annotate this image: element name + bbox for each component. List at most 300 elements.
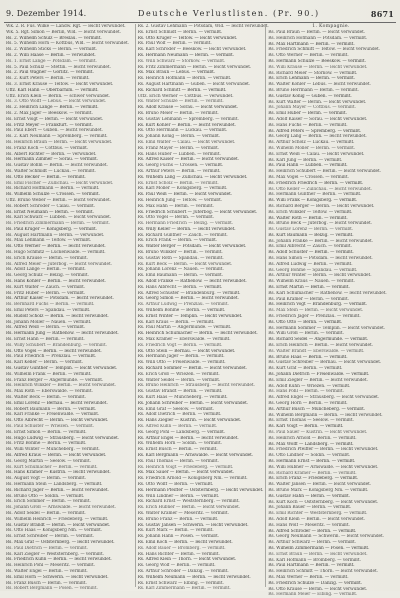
list-item: Rs. Richard Seidel — Angermünde. — vermißt. (268, 337, 369, 343)
list-item: Rs. Otto Keller — Züllichau. — leicht verwundet. (268, 186, 372, 192)
list-item: Rs. Johann Groß — Arnswalde. — leicht verwundet. (6, 505, 116, 511)
list-item: Rs. Hermann Neumann — Berlin. — vermißt. (137, 52, 235, 58)
list-item: Rs. Max Wolff — Landsberg. — vermißt. (268, 441, 354, 447)
list-item: Rs. Max Stein — Berlin. — leicht verwundet. (268, 308, 364, 314)
list-item: Rs. Max Graf — Oststernberg. — leicht verwundet. (6, 539, 115, 545)
list-item: Rs. Hans Wolf — Meseritz. — vermißt. (268, 522, 350, 528)
text-columns (4, 24, 396, 598)
list-item: Rs. 2. Heinrich Lange — Berlin. — vermißt. (6, 105, 99, 111)
list-item: Rs. Willi Hübner — Arnswalde. — leicht verwundet. (268, 464, 379, 470)
list-item: Rs. Adolf Dietrich — Berlin. — vermißt. (137, 412, 222, 418)
list-item: Rs. Heinrich Voigt — Friedeberg. — vermißt. (137, 464, 234, 470)
list-item: Rs. Erich Krause — Berlin. — vermißt. (6, 255, 88, 261)
list-item: Uffz. Karl Hahn — Oberbarnim. — vermißt. (6, 87, 99, 93)
list-item: Rs. Walter Roth — Berlin. — vermißt. (268, 215, 348, 221)
list-item: Rs. Bruno Meier — Berlin. — vermißt. (137, 110, 219, 116)
list-item: Rs. Gustav Hahn — Berlin. — vermißt. (268, 493, 351, 499)
list-item: Rs. Friedrich Vogt — Berlin. — vermißt. (137, 342, 223, 348)
list-item: Rs. Kurt Walter — Berlin. — leicht verwundet. (268, 99, 367, 105)
list-item: Rs. Friedrich Schubert — Jüterbog. — leicht verwundet. (137, 209, 258, 215)
list-item: Rs. Paul Braun — Berlin. — leicht verwundet. (268, 30, 366, 35)
list-item: Rs. Johann Franke — Berlin. — leicht verwundet. (268, 238, 373, 244)
list-item: Rs. Karl Möller — Königsberg. — vermißt. (137, 186, 228, 192)
list-item: Rs. Fritz Böhme — Berlin. — vermißt. (6, 441, 87, 447)
list-item: Rs. Paul Wolf — Berlin. — vermißt. (137, 41, 212, 47)
list-item: Rs. 3. Otto Wolff — Lebus. — leicht verwundet. (6, 99, 107, 105)
list-item: Rs. Kurt Köhler — Berlin. — leicht verwundet. (137, 122, 236, 128)
list-item: Rs. Hans Pohl — Berlin. — vermißt. (268, 389, 344, 395)
list-item: Rs. 2. Wilhelm Sticks — Berlin. — vermißt. (6, 47, 98, 53)
list-item: Rs. August Hartmann — Guben. — leicht verwundet. (137, 81, 251, 87)
list-item: Rs. Wilhelm Bergmann — Berlin. — leicht verwundet. (268, 412, 383, 418)
list-item: Rs. Alfred Engel — Strausberg. — leicht verwundet. (268, 395, 380, 401)
list-item: Rs. Richard Günther — Zauch. — vermißt. (137, 232, 228, 238)
list-item: Rs. Heinrich Braun — Berlin. — leicht verwundet. (6, 139, 113, 145)
list-item: Rs. Friedrich Zimmermann — Berlin. — vermißt. (6, 221, 110, 227)
list-item: Rs. Johann Lorenz — Nauen. — vermißt. (137, 267, 224, 273)
list-item: Rs. Gustav Brandt — Berlin. — vermißt. (137, 389, 223, 395)
list-item: Rs. Kurt Baumann — Belzig. — vermißt. (268, 232, 354, 238)
list-item: Rs. Franz Mayer — Berlin. — vermißt. (137, 145, 220, 151)
list-item: Rs. Hans Köhler — Berlin. — leicht verwundet. (6, 279, 106, 285)
list-item: Rs. Karl Schwarz — Lübben. — leicht verwundet. (6, 215, 112, 221)
header-rule (4, 22, 396, 23)
list-item: Rs. 2. Paul Wagner — Görlitz. — vermißt. (6, 70, 94, 76)
list-item: Rs. Max Roth — Eberswalde. — vermißt. (6, 389, 93, 395)
list-item: Rs. Paul Krämer — Berlin. — vermißt. (268, 296, 349, 302)
list-item: Rs. Wilhelm Möller — Berlin. — vermißt. (268, 145, 356, 151)
list-item: Rs. Wilhelm Böhme — Berlin. — vermißt. (137, 308, 226, 314)
list-item: Rs. Willi Winter — Müncheberg. — vermißt. (6, 447, 100, 453)
list-item: Rs. Gustav König — Guben. — vermißt. (268, 93, 352, 99)
list-item: Rs. Alfred Ludwig — Berlin. — vermißt. (268, 261, 353, 267)
list-item: Rs. Willy Schubert — Brandenburg. — vermißt. (6, 342, 107, 348)
list-item: Rs. Heinrich Vogt — Brandenburg. — vermißt. (268, 302, 368, 308)
list-item: Rs. Ernst Scholz — Berlin. — vermißt. (137, 180, 219, 186)
column-2 (135, 24, 269, 592)
list-item: Rs. Paul Martin — Angermünde. — vermißt. (137, 325, 232, 331)
list-item: Rs. Hermann Jäger — Berlin. — vermißt. (137, 354, 225, 360)
list-item: Rs. Johann Bauer — Berlin. — vermißt. (268, 505, 352, 511)
list-item: Rs. Emil Huber — Berlin. — vermißt. (268, 111, 347, 117)
list-item: Rs. Hans Simon — Potsdam. — leicht verwundet. (268, 256, 373, 262)
list-item: Rs. Paul Friedrich — Prenzlau. — vermißt. (6, 354, 97, 360)
list-item: Uffz. Erich Werner — Cottbus. — verwundet. (137, 93, 234, 99)
list-item: Rs. Johann Mayer — Cottbus. — vermißt. (268, 105, 356, 111)
list-item: Rs. Ernst Martin — Berlin. — vermißt. (268, 285, 350, 291)
list-item: Rs. Otto Stein — Bernau. — leicht verwundet. (137, 348, 236, 354)
list-item: Rs. Georg Horn — Berlin. — vermißt. (268, 401, 348, 406)
list-item: Rs. Hugo Ludwig — Strausberg. — leicht verwundet. (6, 435, 120, 441)
list-item: Rs. Ernst Weiß — Calau. — leicht verwundet. (268, 151, 365, 157)
list-item: Rs. Erich Winkler — Teltow. — vermißt. (268, 209, 353, 215)
list-item: Rs. Richard Schmitt — Berlin. — vermißt. (137, 87, 227, 93)
list-item: Rs. Max Sauer — Berlin. — leicht verwundet. (137, 470, 235, 476)
list-item: Rs. Erich Hübner — Berlin. — leicht verwundet. (137, 505, 241, 511)
list-item: Rs. Karl Keller — Berlin. — vermißt. (6, 360, 84, 366)
list-item: Rs. Alfred Kuhn — Berlin. — vermißt. (137, 423, 218, 429)
list-item: Rs. Heinrich Hofmann — Potsdam. — vermißt. (268, 35, 368, 41)
list-item: Rs. Erich Groß — Wriezen. — vermißt. (137, 371, 220, 377)
list-item: Rs. Alfred Peters — Spremberg. — vermißt. (268, 128, 362, 134)
list-item: Rs. Willi Krause — Berlin. — leicht verwundet. (268, 64, 368, 70)
list-item: Rs. 3. Ernst Krause — Teltow. — leicht verwundet. (6, 81, 114, 87)
list-item: Rs. Kurt Beck — Berlin. — leicht verwundet. (137, 261, 233, 267)
list-item: Rs. Erich Lehmann — Berlin. — vermißt. (268, 76, 356, 82)
list-item: Rs. Karl Zimmermann — Berlin. — vermißt. (137, 586, 231, 592)
list-item: Rs. Kurt Marx — Berlin. — vermißt. (137, 528, 214, 534)
list-item: Rs. Otto Haas — Königsberg Nm. — vermißt. (6, 528, 103, 534)
column-3-heading: 1. Kompagnie. (312, 24, 350, 29)
list-item: Rs. 2. Willi Haase — Berlin. — verwundet. (6, 52, 96, 58)
list-item: Rs. Johann Dietrich — Freienwalde. — vermißt. (268, 372, 370, 378)
list-item: Rs. Karl Jung — Berlin. — vermißt. (268, 157, 343, 163)
list-item: Rs. Bruno Winkler — Berlin. — vermißt. (137, 250, 223, 256)
list-item: Rs. Alfred Kraus — Berlin. — leicht verwundet. (6, 452, 107, 458)
list-item: Rs. Karl Franke — Freienwalde. — vermißt. (6, 412, 100, 418)
list-item: Rs. Rudolf Scholz — Berlin. — leicht verwundet. (6, 313, 109, 319)
list-item: Rs. Gustav Brandt — Berlin. — leicht verwundet. (6, 522, 111, 528)
list-item: Rs. Karl Voigt — Berlin. — vermißt. (268, 424, 344, 430)
list-item: Rs. Gustav Jansen — Schwerin. — leicht verwundet. (137, 522, 249, 528)
list-item: Rs. Otto Vogel — Berlin. — leicht verwundet. (6, 348, 102, 354)
list-item: Rs. Ernst Hahn — Berlin. — vermißt. (6, 337, 85, 343)
column-1-lines (6, 24, 133, 592)
list-item: Rs. Bernhard Fuchs — Berlin. — vermißt. (6, 302, 95, 308)
list-item: Rs. Kurt Koch — Oststernberg. — leicht verwundet. (268, 499, 379, 505)
page-header (6, 6, 394, 22)
list-item: Rs. Emil Fischer — Züllichau. — leicht verwundet. (6, 180, 114, 186)
list-item: Rs. 2. Wilhelm Schulz — Breslau. — vermißt. (6, 35, 102, 41)
list-item: Rs. Otto Werner — Berlin. — leicht verwundet. (6, 244, 106, 250)
list-item: Rs. Gustav Roth — Spandau. — vermißt. (137, 255, 224, 261)
list-item: Rs. Arthur Scholz — Luckau. — vermißt. (268, 140, 355, 146)
list-item: Rs. Ernst Neumann — Berlin. — vermißt. (6, 209, 94, 215)
list-item: Rs. Wilhelm Lang — Züllichau. — leicht verwundet. (137, 174, 248, 180)
list-item: Rs. Adolf Klein — Berlin. — leicht verwundet. (268, 516, 366, 522)
list-item: Rs. Emil Richter — Weststernberg. — vermißt. (268, 511, 368, 517)
list-item: Rs. Gustav Lorenz — Berlin. — vermißt. (268, 227, 354, 233)
list-item: Rs. Hans Fuchs — Berlin. — vermißt. (268, 122, 348, 128)
list-item: Rs. Walter Jansen — Berlin. — leicht verwundet. (268, 482, 372, 488)
list-item: Rs. Bruno Haas — Berlin. — vermißt. (268, 354, 348, 360)
list-item: Rs. Kurt Schumacher — Berlin. — vermißt. (6, 464, 98, 470)
list-item: Rs. Kurt Walter — Zauch. — vermißt. (6, 284, 86, 290)
list-item: Rs. Heinrich Hofmann — Berlin. — vermißt. (137, 76, 232, 82)
list-item: Rs. Karl Bergmann — Arnswalde. — leicht verwundet. (137, 452, 254, 458)
list-item: Rs. Otto Vogel — Berlin. — vermißt. (137, 215, 215, 221)
list-item: Rs. Georg Martin — Seelow. — vermißt. (6, 458, 91, 464)
list-item: Rs. Hans Richter — Berlin. — vermißt. (137, 551, 220, 557)
list-item: Rs. Emil Albrecht — Zauch. — vermißt. (268, 244, 352, 250)
list-item: Rs. Adolf Lange — Berlin. — vermißt. (6, 267, 86, 273)
list-item: Rs. 5. Paul Schulz — Stettin. — leicht verwundet. (6, 64, 111, 70)
list-item: Rs. Karl Schröder — Beeskow. — leicht verwundet. (137, 47, 247, 53)
list-item: Rs. Adolf Franke — Rathenow. — leicht verwundet. (137, 279, 247, 285)
list-item: Rs. Georg Schulz — Belzig. — vermißt. (6, 273, 89, 279)
header-date: 9. Dezember 1914. (6, 9, 87, 18)
list-item: Rs. Robert Schröder — Calau. — vermißt. (6, 203, 96, 209)
list-item: Rs. Fritz Huber — Berlin. — vermißt. (6, 290, 86, 296)
list-item: Rs. Adolf Bauer — Bromberg. — vermißt. (137, 545, 226, 551)
list-item: Rs. Ernst Schreiber — Berlin. — vermißt. (6, 534, 94, 540)
list-item: Rs. Alfred Schuster — Brandenburg. — vermißt. (137, 290, 241, 296)
list-item: Rs. Heinrich Winkler — Berlin. — leicht verwundet. (6, 383, 117, 389)
list-item: Rs. Paul Thomas — Berlin. — vermißt. (137, 458, 219, 464)
list-item: Rs. Max Lehmann — Teltow. — vermißt. (6, 238, 92, 244)
list-item: Rs. Heinrich Jung — Teltow. — vermißt. (137, 197, 223, 203)
list-item: Rs. Johann König — Berlin. — vermißt. (137, 134, 221, 140)
list-item: Rs. Willi Schwarz — Storkow. — vermißt. (137, 58, 226, 64)
list-item: Rs. Willy Keller — Berlin. — leicht verwundet. (137, 226, 236, 232)
list-item: Rs. Wilhelm Kraus — Nauen. — vermißt. (268, 279, 355, 285)
list-item: Rs. Willi Lindner — Berlin. — vermißt. (137, 493, 220, 499)
list-item: Rs. Albert Richter — Berlin. — verwundet. (6, 151, 97, 157)
list-item: Rs. Hermann Friedrich — Belzig. — vermißt. (137, 221, 234, 227)
list-item: Rs. Hermann Meier — Elbing. — vermißt. (268, 592, 358, 598)
list-item: Rs. Ernst Schmidt — Berlin. — vermißt. (137, 29, 223, 35)
list-item: Rs. Johann Hahn — Posen. — vermißt. (137, 534, 220, 540)
list-item: Rs. Ernst Simon — Berlin. — vermißt. (6, 429, 87, 435)
list-item: Rs. Heinrich Arnold — Berlin. — vermißt. (268, 435, 357, 441)
list-item: Rs. Willi Groß — Berlin. — vermißt. (268, 331, 344, 337)
list-item: Rs. Paul Schuster — Wriezen. — vermißt. (6, 423, 95, 429)
list-item: Rs. Walter Seidel — Berlin. — vermißt. (137, 377, 221, 383)
list-item: Rs. Otto Albrecht — Berlin. — leicht verwundet. (6, 418, 109, 424)
list-item: Rs. Wilhelm Horn — Soldin. — vermißt. (137, 441, 222, 447)
list-item: Rs. Emil Ziegler — Berlin. — leicht verwundet. (268, 377, 368, 383)
list-item: Rs. Wilhelm Neumann — Berlin. — leicht verwundet. (137, 574, 251, 580)
list-item: Rs. 2. Gustav Lehmann — Potsdam, Wld. — leicht verwundet. (137, 24, 269, 29)
list-item: Rs. Adolf Seidel — Berlin. — vermißt. (6, 510, 86, 516)
list-item: Rs. Richard Ernst — Weststernberg. — vermißt. (137, 499, 240, 505)
list-item: Rs. Hermann Sommer — Templin. — leicht verwundet. (268, 325, 386, 331)
list-item: Rs. Arthur Schwarz — Berlin. — vermißt. (268, 540, 357, 546)
list-item: Rs. Fritz Zimmermann — Berlin. — leicht verwundet. (137, 64, 252, 70)
list-item: Rs. Erich Sommer — Berlin. — vermißt. (6, 499, 91, 505)
list-item: Rs. Hermann Ernst — Berlin. — vermißt. (268, 458, 356, 464)
list-item: Rs. Adolf Kaiser — Sorau. — leicht verwundet. (268, 116, 368, 122)
list-item: Rs. Karl Ziegler — Weststernberg. — vermißt. (6, 551, 104, 557)
list-item: Rs. Gustav Schreiber — Bernau. — leicht verwundet. (268, 360, 382, 366)
list-item: Rs. Ernst Voigt — Berlin. — leicht verwundet. (6, 116, 104, 122)
column-3 (265, 24, 396, 598)
list-item: Rs. Richard Sommer — Berlin. — leicht verwundet. (137, 366, 248, 372)
list-item: Rs. Kurt Haas — Müncheberg. — vermißt. (137, 395, 228, 400)
list-item: Rs. Arthur Peters — Berlin. — vermißt. (137, 168, 221, 174)
list-item: Rs. Walter Berger — Potsdam. — leicht verwundet. (137, 244, 247, 250)
list-item: Rs. Hans Albrecht — Berlin. — vermißt. (137, 284, 223, 290)
list-item: Rs. Richard Meier — Storkow. — vermißt. (268, 70, 358, 76)
list-item: Rs. Max Braun — Lebus. — vermißt. (137, 70, 216, 76)
list-item: Rs. Max Werner — Berlin. — vermißt. (268, 574, 349, 580)
list-item: Rs. Arthur Ludwig — Prenzlau. — vermißt. (137, 302, 229, 308)
list-item: Rs. Friedrich Schmitt — Teltow. — leicht verwundet. (268, 47, 381, 53)
list-item: Rs. Max Hahn — Berlin. — vermißt. (137, 203, 214, 209)
list-item: Rs. Otto Werner — Berlin. — vermißt. (268, 53, 349, 59)
list-item: Rs. Friedrich Friedrich — Berlin. — vermißt. (268, 180, 364, 186)
list-item: Rs. Walter Schulze — Berlin. — vermißt. (137, 99, 224, 105)
list-item: Rs. Paul Krüger — Königsberg. — vermißt. (6, 226, 98, 232)
list-item: Rs. Arthur Engel — Berlin. — leicht verwundet. (137, 435, 239, 441)
list-item: Rs. Georg Fuchs — Crossen. — vermißt. (137, 163, 224, 169)
list-item: Rs. Erich Heinrich — Berlin. — leicht verwundet. (268, 343, 373, 349)
list-item: Rs. Alfred Schröder — Berlin. — vermißt. (268, 528, 357, 534)
list-item: Rs. Friedrich Arnold — Königsberg Nm. — vermißt. (137, 476, 248, 482)
list-item: Rs. Karl Hofmann — Bromberg. — vermißt. (268, 557, 361, 563)
list-item: Rs. Ernst Winter — Templin. — leicht verwundet. (137, 313, 243, 319)
list-item: Rs. August Hartmann — Berlin. — verwundet. (6, 232, 105, 238)
list-item: Rs. Paul Weiß — Berlin. — leicht verwundet. (137, 192, 233, 198)
list-item: Rs. Otto Lindner — Soldin. — vermißt. (268, 453, 351, 459)
list-item: Rs. Friedrich Pfeiffer — Berlin. — leicht verwundet. (268, 447, 379, 453)
list-item: Rs. Hans Huber — Lübben. — vermißt. (137, 151, 221, 157)
list-item: Rs. Wilhelm Schulze — Crossen. — vermißt. (6, 192, 100, 198)
list-item: Rs. Bruno Heinrich — Strausberg. — leicht verwundet. (137, 383, 255, 389)
list-item: Rs. Alfred Klein — Thorn. — leicht verwundet. (137, 557, 237, 563)
list-item: Rs. Fritz Meyer — Frankfurt. — vermißt. (6, 122, 93, 128)
list-item: Uffz. Erich Klein — Berlin. — schwer verwundet. (6, 93, 111, 99)
list-item: Rs. Hermann Zimmer — Sorau. — vermißt. (6, 157, 99, 163)
list-item: Rs. Hugo Schmitz — Luckenwalde. — vermißt. (6, 250, 106, 256)
list-item: Rs. Karl Schumacher — Rathenow. — leicht verwundet. (268, 290, 387, 296)
list-item: Rs. Willi Frank — Königsberg. — vermißt. (268, 198, 358, 204)
list-item: Rs. Georg Böhme — Spandau. — vermißt. (268, 267, 358, 273)
column-1 (4, 24, 135, 592)
list-item: Rs. Bruno Marx — Königsberg Nm. — vermißt. (268, 487, 369, 493)
column-2-lines (137, 24, 269, 592)
list-item: Rs. Georg Wolf — Berlin. — vermißt. (137, 563, 216, 569)
list-item: Rs. Otto Krause — Berlin. — leicht verwundet. (268, 586, 368, 592)
list-item: Rs. 5. Wilhelm Horn — Kottbus, Wld. — leicht verwundet. (6, 41, 129, 47)
list-item: Rs. Georg Pohl — Landsberg. — vermißt. (137, 429, 226, 435)
list-item: Rs. Paul Ebert — Guben. — leicht verwundet. (6, 128, 103, 134)
list-item: Rs. Walter Schmidt — Luckau. — vermißt. (6, 168, 96, 174)
list-item: Rs. Wilhelm Zimmermann — Posen. — vermißt. (268, 545, 370, 551)
list-item: Rs. 1. Ernst Lange — Potsdam. — vermißt. (6, 58, 97, 64)
list-item: Rs. Heinrich Schumacher — Berlin. — leicht verwundet. (137, 331, 258, 337)
list-item: Rs. Gustav Günther — Templin. — leicht verwundet. (6, 366, 118, 372)
list-item: Rs. Alfred Weiß — Berlin. — vermißt. (6, 325, 86, 331)
header-page-number: 8671 (370, 9, 394, 19)
list-item: Rs. Georg Lang — Berlin. — leicht verwundet. (268, 134, 367, 140)
list-item: Rs. Franz Koch — Cottbus. — vermißt. (6, 145, 89, 151)
list-item: Rs. Richard Jäger — Berlin. — leicht verwundet. (6, 487, 109, 493)
list-item: Rs. Emil Walter — Calau. — leicht verwundet. (137, 139, 236, 145)
list-item: Rs. Otto Herrmann — Luckau. — vermißt. (137, 128, 228, 134)
list-item: Rs. Emil Horn — Schwerin. — leicht verwundet. (6, 574, 109, 580)
list-item: Rs. Max Vogel — Crossen. — vermißt. (268, 174, 349, 180)
list-item: Rs. Adolf Schuster — Berlin. — vermißt. (268, 250, 354, 256)
list-item: Rs. Paul Hartmann — Berlin. — vermißt. (268, 563, 355, 569)
list-item: Rs. Max Krämer — Eberswalde. — vermißt. (137, 337, 231, 343)
list-item: Rs. Kurt Graf — Berlin. — vermißt. (268, 366, 343, 372)
list-item: Rs. Wilhelm Heinrich — Friedeberg. — vermißt. (6, 516, 109, 522)
list-item: Rs. Hans Krämer — Küstrin. — leicht verwundet. (6, 470, 111, 476)
list-item: Rs. Otto Krüger — Teltow. — leicht verwundet. (137, 35, 238, 41)
column-3-lines (268, 30, 394, 598)
list-item: Rs. Otto Wolff — Berlin. — vermißt. (137, 481, 214, 487)
list-item: Wk. 5. Rgt. Simon — Berlin, Wld. — leicht verwundet. (6, 29, 121, 35)
list-item: Rs. Emil Koch — Berlin. — leicht verwundet. (137, 539, 233, 545)
list-item: Rs. Georg Neumann — Schwerin. — leicht verwundet. (268, 534, 385, 540)
list-item: Rs. Erich Frank — Berlin. — vermißt. (137, 238, 218, 244)
list-item: Rs. Georg Simon — Berlin. — leicht verwundet. (137, 296, 239, 302)
list-item: Rs. Heinrich Schubert — Berlin. — leicht verwundet. (268, 169, 382, 175)
list-item: Rs. Bruno Franz — Berlin. — vermißt. (137, 516, 219, 522)
list-item: Rs. Hermann Jung — Rathenow. — leicht verwundet. (6, 331, 119, 337)
list-item: Rs. Otto Becker — Berlin. — vermißt. (6, 174, 86, 180)
list-item: Rs. Hermann Günther — Berlin. — vermißt. (268, 192, 362, 198)
list-item: Rs. Alfred Kaiser — Berlin. — leicht verwundet. (137, 157, 240, 163)
list-item: Rs. Johann Möller — Nauen. — vermißt. (6, 319, 92, 325)
list-item: Rs. Richard Hoffmann — Berlin. — vermißt. (6, 186, 100, 192)
list-item: Rs. Bruno Otto — Soldin. — vermißt. (6, 493, 85, 499)
list-item: Wk. 2. R. Fus. Wilke — Landw. Rgt. — leicht verwundet. (6, 24, 126, 29)
list-item: Rs. Franz Berger — Angermünde. — vermißt. (6, 377, 104, 383)
list-item: Rs. Karl Kraus — Berlin. — vermißt. (137, 319, 215, 325)
list-item: Rs. Friedrich Jäger — Prenzlau. — vermißt. (268, 314, 361, 320)
list-item: Rs. Ernst Schwarz — Elbing. — vermißt. (137, 580, 224, 586)
list-item: Rs. Ernst Braun — Berlin. — leicht verwundet. (268, 551, 368, 557)
list-item: Rs. Paul Hahn — Lübben. — vermißt. (268, 163, 348, 169)
list-item: Rs. Walter Engel — Berlin. — vermißt. (6, 568, 88, 574)
list-item: Rs. August Vogt — Berlin. — vermißt. (6, 476, 86, 482)
list-item: Rs. 2. Kurt Peters — Berlin. — vermißt. (6, 76, 90, 82)
list-item: Rs. Willi Otto — Freienwalde. — vermißt. (137, 360, 226, 366)
list-item: Rs. Heinrich Pohl — Meseritz. — vermißt. (6, 563, 95, 569)
list-item: Rs. 2. Max Jäger — Beeskow. — vermißt. (6, 110, 93, 116)
list-item: Rs. Franz Busch — Berlin. — vermißt. (6, 580, 87, 586)
list-item: Rs. Heinrich Schmitt — Thorn. — leicht verwundet. (268, 569, 378, 575)
list-item: Rs. Walter Beck — Berlin. — vermißt. (6, 395, 86, 400)
list-item: Rs. Otto Otto — Berlin. — vermißt. (268, 319, 343, 325)
list-item: Rs. Robert Bergmann — Posen. — vermißt. (6, 586, 98, 592)
list-item: Rs. Ernst Busch — Berlin. — vermißt. (137, 447, 218, 453)
list-item: Rs. Paul Sauer — Küstrin. — leicht verwundet. (268, 429, 368, 435)
list-item: Rs. 2. Karl Neumann — Spremberg. — vermißt. (6, 134, 108, 140)
list-item: Rs. Emil Graf — Seelow. — vermißt. (137, 406, 215, 412)
list-item: Rs. Erich Franz — Friedeberg. — vermißt. (268, 476, 359, 482)
list-item: Rs. Max Hartmann — Berlin. — vermißt. (268, 41, 355, 47)
list-item: Rs. Bruno Herrmann — Berlin. — vermißt. (268, 87, 359, 93)
header-title: Deutsche Verlustlisten. (Pr. 90.) (138, 9, 320, 18)
list-item: Rs. Walter Brandt — Eberswalde. — vermißt. (268, 348, 365, 354)
list-item: Rs. Gustav Böhm — Berlin. — leicht verwundet. (6, 163, 108, 169)
list-item: Rs. Emil Baumann — Berlin. — vermißt. (137, 273, 224, 279)
list-item: Rs. Alfred Meier — Jüterbog. — leicht verwundet. (6, 261, 112, 267)
list-item: Rs. Arthur Winter — Berlin. — leicht verwundet. (268, 273, 372, 279)
list-item: Rs. Gustav Lehmann — Spremberg. — vermißt. (137, 116, 239, 122)
list-item: Rs. Richard Berger — Berlin. — leicht verwundet. (268, 203, 375, 209)
list-item: Uffz. Bruno Weber — Berlin. — leicht verwundet. (6, 197, 111, 203)
list-item: Rs. Walter Kramer — Meseritz. — vermißt. (137, 510, 229, 516)
list-item: Rs. Emil Lorenz — Bernau. — leicht verwundet. (6, 400, 108, 406)
list-item: Rs. Friedrich Schulze — Danzig. — vermißt. (268, 580, 363, 586)
list-item: Rs. Johann Schreiber — Berlin. — leicht verwundet. (137, 400, 249, 406)
list-item: Rs. Friedrich Kuhn — Berlin. — leicht verwundet. (6, 557, 112, 563)
list-item: Rs. Hermann Schulze — Beeskow. — vermißt. (268, 58, 366, 64)
list-item: Rs. Wilhelm Frank — Berlin. — vermißt. (6, 371, 92, 377)
list-item: Rs. Arthur Schröder — Danzig. — vermißt. (137, 568, 229, 574)
list-item: Rs. Robert Baumann — Berlin. — vermißt. (6, 406, 97, 412)
list-item: Rs. Arthur Kaiser — Potsdam. — leicht verwundet. (6, 296, 114, 302)
list-item: Rs. Adolf Krause — Sorau. — leicht verwundet. (137, 105, 239, 111)
list-item: Rs. Adolf Kuhn — Wriezen. — vermißt. (268, 383, 351, 389)
list-item: Rs. Richard Kramer — Berlin. — vermißt. (268, 470, 357, 476)
list-item: Rs. Walter Köhler — Lebus. — leicht verwundet. (268, 82, 371, 88)
list-item: Rs. Hermann Stein — Landsberg. — vermißt. (6, 481, 103, 487)
